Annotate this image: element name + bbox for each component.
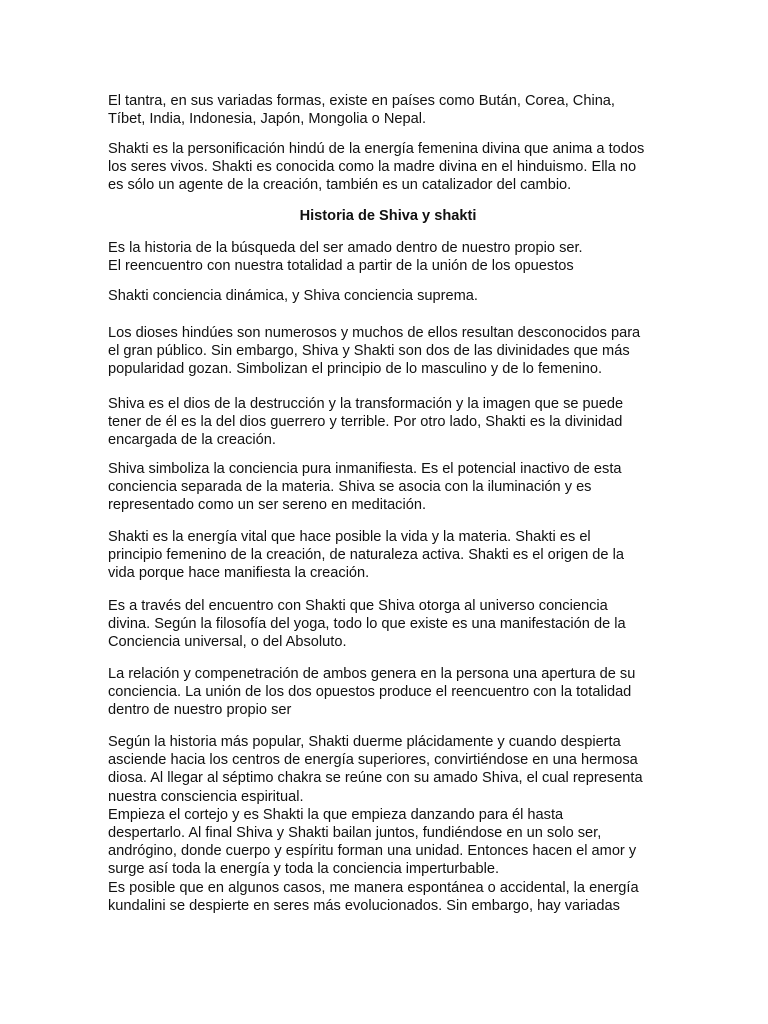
text-line: Es posible que en algunos casos, me manera espontánea o accidental, la energía <box>108 879 639 896</box>
paragraph-conciencia <box>108 287 668 305</box>
text-line: conciencia. La unión de los dos opuestos produce el reencuentro con la totalidad <box>108 684 632 701</box>
paragraph-dioses-hindues <box>108 324 668 379</box>
text-line: asciende hacia los centros de energía superiores, convirtiéndose en una hermosa <box>108 752 638 769</box>
paragraph-shiva-destruccion <box>108 395 668 450</box>
paragraph-tantra <box>108 92 668 128</box>
text-line: Es la historia de la búsqueda del ser amado dentro de nuestro propio ser. <box>108 240 583 256</box>
text-line: los seres vivos. Shakti es conocida como la madre divina en el hinduismo. Ella no <box>108 159 637 176</box>
text-line: Los dioses hindúes son numerosos y muchos de ellos resultan desconocidos para <box>108 325 641 341</box>
text-line: Shakti es la personificación hindú de la energía femenina divina que anima a todos <box>108 141 645 157</box>
text-line: andrógino, donde cuerpo y espíritu forman una unidad. Entonces hacen el amor y <box>108 843 637 860</box>
text-line: Es a través del encuentro con Shakti que Shiva otorga al universo conciencia <box>108 598 608 614</box>
text-line: kundalini se despierte en seres más evolucionados. Sin embargo, hay variadas <box>108 897 620 914</box>
text-line: despertarlo. Al final Shiva y Shakti bailan juntos, fundiéndose en un solo ser, <box>108 825 602 842</box>
text-line: La relación y compenetración de ambos genera en la persona una apertura de su <box>108 666 636 682</box>
text-line: Shakti conciencia dinámica, y Shiva conciencia suprema. <box>108 288 478 304</box>
text-line: Empieza el cortejo y es Shakti la que empieza danzando para él hasta <box>108 806 564 823</box>
text-line: es sólo un agente de la creación, también es un catalizador del cambio. <box>108 177 572 194</box>
text-line: Según la historia más popular, Shakti duerme plácidamente y cuando despierta <box>108 734 621 750</box>
text-line: divina. Según la filosofía del yoga, todo lo que existe es una manifestación de la <box>108 616 626 633</box>
text-line: El tantra, en sus variadas formas, existe en países como Bután, Corea, China, <box>108 93 615 109</box>
text-line: surge así toda la energía y toda la conciencia imperturbable. <box>108 861 500 878</box>
text-line: representado como un ser sereno en meditación. <box>108 497 427 514</box>
text-line: conciencia separada de la materia. Shiva se asocia con la iluminación y es <box>108 479 592 496</box>
paragraph-shiva-conciencia <box>108 460 668 515</box>
paragraph-historia <box>108 239 668 275</box>
paragraph-encuentro <box>108 597 668 652</box>
text-line: Conciencia universal, o del Absoluto. <box>108 634 347 651</box>
section-heading: Historia de Shiva y shakti <box>299 208 477 224</box>
text-line: El reencuentro con nuestra totalidad a partir de la unión de los opuestos <box>108 258 574 275</box>
paragraph-historia-popular <box>108 733 668 915</box>
text-line: el gran público. Sin embargo, Shiva y Shakti son dos de las divinidades que más <box>108 343 630 360</box>
text-line: encargada de la creación. <box>108 432 276 449</box>
text-line: Shiva simboliza la conciencia pura inmanifiesta. Es el potencial inactivo de esta <box>108 461 622 477</box>
paragraph-relacion <box>108 665 668 720</box>
text-line: vida porque hace manifiesta la creación. <box>108 565 370 582</box>
text-line: tener de él es la del dios guerrero y terrible. Por otro lado, Shakti es la divinidad <box>108 414 623 431</box>
paragraph-shakti-definition <box>108 140 668 195</box>
text-line: principio femenino de la creación, de naturaleza activa. Shakti es el origen de la <box>108 547 624 564</box>
text-line: popularidad gozan. Simbolizan el principio de lo masculino y de lo femenino. <box>108 361 603 378</box>
text-line: Shiva es el dios de la destrucción y la transformación y la imagen que se puede <box>108 396 624 412</box>
text-line: nuestra consciencia espiritual. <box>108 788 304 805</box>
text-line: diosa. Al llegar al séptimo chakra se reúne con su amado Shiva, el cual representa <box>108 770 643 787</box>
text-line: Tíbet, India, Indonesia, Japón, Mongolia o Nepal. <box>108 111 427 128</box>
text-line: Shakti es la energía vital que hace posible la vida y la materia. Shakti es el <box>108 529 591 545</box>
paragraph-shakti-energia <box>108 528 668 583</box>
text-line: dentro de nuestro propio ser <box>108 702 292 719</box>
